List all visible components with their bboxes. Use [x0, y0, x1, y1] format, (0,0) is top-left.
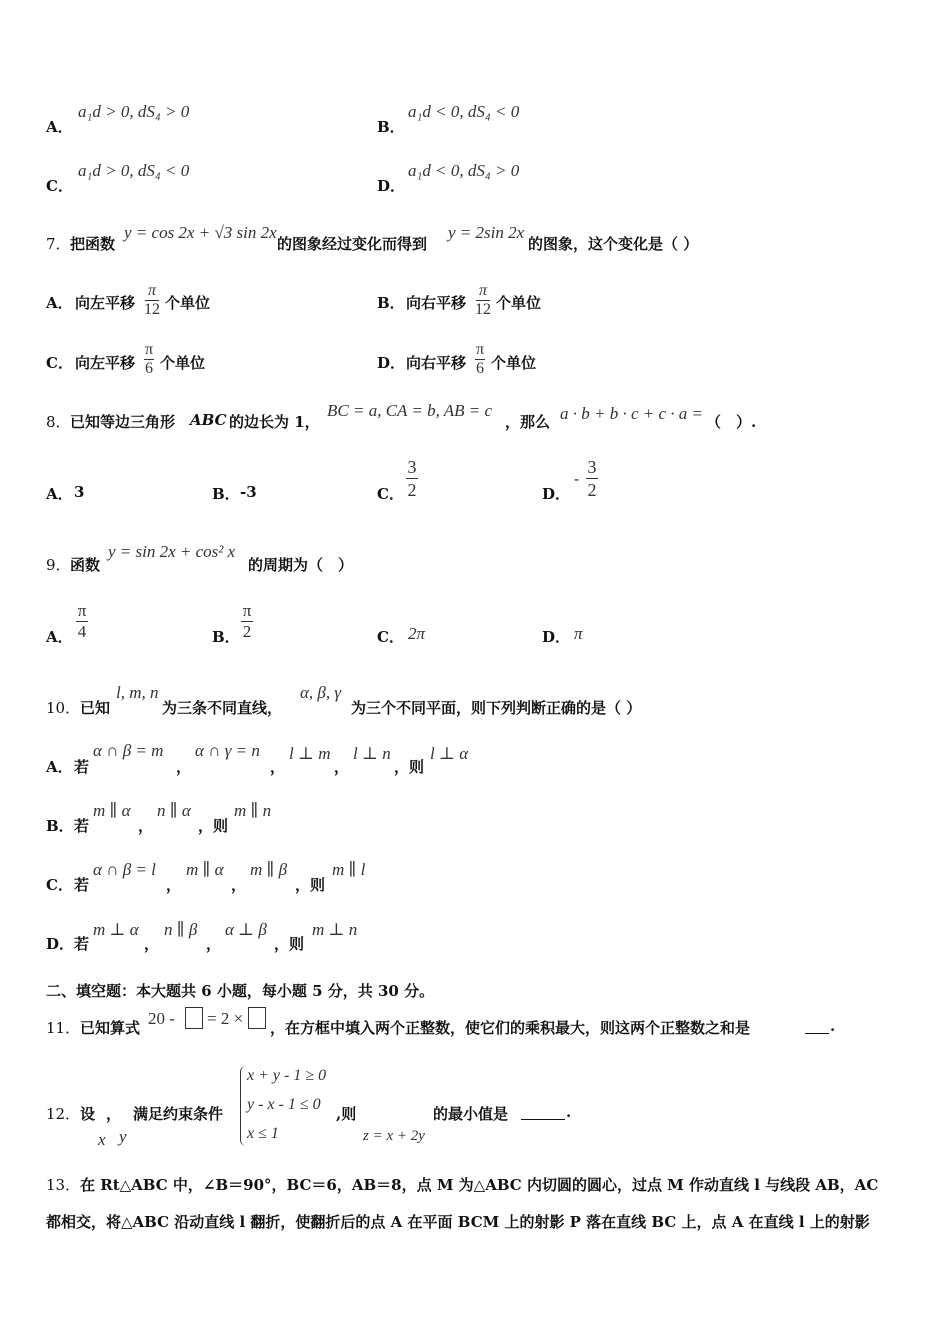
- q7-expr2: y = 2sin 2x: [448, 223, 525, 242]
- q9-option-a-num: π: [77, 601, 87, 620]
- q10-option-d-c1: m ⊥ α: [93, 920, 139, 939]
- q9-option-a-den: 4: [77, 622, 87, 641]
- q7-option-c-pre: 向左平移: [75, 354, 136, 372]
- q7-option-d-den: 6: [476, 360, 484, 377]
- q7-option-a-pre: 向左平移: [75, 294, 136, 312]
- q8-expr1: BC = a, CA = b, AB = c: [327, 401, 493, 420]
- q9-number: 9．: [46, 556, 71, 574]
- q8-option-b-value: -3: [240, 483, 257, 501]
- q7-option-c-fraction: [144, 342, 154, 377]
- q8-option-b-label: B．: [212, 485, 240, 503]
- q10-option-b-then: ，则: [198, 817, 229, 835]
- q7-text2: 的图象经过变化而得到: [277, 235, 428, 253]
- q10-text1: 已知: [80, 699, 111, 717]
- q10-option-b-label: B．: [46, 817, 74, 835]
- q12-constraints: [247, 1061, 326, 1148]
- q9-option-a-fraction: [76, 602, 88, 641]
- q10-option-d-label: D．: [46, 935, 75, 953]
- q10-option-c-sep2: ，: [231, 876, 247, 894]
- q9-option-b-num: π: [242, 601, 252, 620]
- q10-option-a-sep1: ，: [176, 758, 192, 776]
- q7-option-b-den: 12: [475, 301, 491, 318]
- q8-text3: ，那么: [505, 413, 551, 431]
- q10-option-c-c1: α ∩ β = l: [93, 860, 156, 879]
- q10-option-a-then: ，则: [394, 758, 425, 776]
- q10-text2: 为三条不同直线，: [162, 699, 283, 717]
- q8-expr2: a · b + b · c + c · a =: [560, 404, 704, 423]
- q7-option-a-den: 12: [144, 301, 160, 318]
- q8-option-c-den: 2: [407, 480, 417, 500]
- q8-option-c-label: C．: [377, 485, 404, 503]
- q7-option-b-pre: 向右平移: [406, 294, 467, 312]
- q6-option-b-label: B．: [377, 118, 405, 136]
- q12-constraint-3: x ≤ 1: [247, 1125, 279, 1142]
- q9-expr: y = sin 2x + cos² x: [108, 542, 236, 561]
- q9-text1: 函数: [70, 556, 101, 574]
- q9-option-a-label: A．: [46, 628, 73, 646]
- q10-option-a-sep2: ，: [270, 758, 286, 776]
- q13-number: 13．: [46, 1176, 81, 1194]
- q10-option-a-c3: l ⊥ m: [289, 744, 331, 763]
- q7-expr1: y = cos 2x + √3 sin 2x: [124, 223, 277, 242]
- q10-option-d-sep1: ，: [144, 935, 160, 953]
- q11-answer-blank[interactable]: [805, 1033, 829, 1034]
- q10-option-a-c2: α ∩ γ = n: [195, 741, 260, 760]
- q10-option-d-c2: n ∥ β: [164, 920, 198, 939]
- q7-option-b-fraction: [475, 283, 491, 318]
- q10-option-d-c3: α ⊥ β: [225, 920, 267, 939]
- q8-option-c-fraction: [406, 457, 418, 500]
- q10-option-a-c1: α ∩ β = m: [93, 741, 164, 760]
- q12-answer-blank[interactable]: [521, 1119, 565, 1120]
- q10-option-b-c1: m ∥ α: [93, 801, 131, 820]
- q9-option-b-den: 2: [242, 622, 252, 641]
- q10-option-c-c2: m ∥ α: [186, 860, 224, 879]
- q12-text3: ,则: [336, 1105, 357, 1123]
- q12-comma: ，: [106, 1105, 122, 1123]
- q7-text3: 的图象，这个变化是（ ）: [528, 235, 699, 253]
- q12-text4: 的最小值是: [433, 1105, 509, 1123]
- q7-option-d-fraction: [475, 342, 485, 377]
- q10-option-d-then: ，则: [274, 935, 305, 953]
- q8-option-d-sign: -: [574, 470, 580, 488]
- q13-line2: 都相交，将△ABC 沿动直线 l 翻折，使翻折后的点 A 在平面 BCM 上的射影 P 落在直线 BC 上，点 A 在直线 l 上的射影: [46, 1213, 870, 1231]
- q10-option-a-pre: 若: [74, 758, 90, 776]
- q7-option-a-label: A．: [46, 294, 73, 312]
- q10-option-b-pre: 若: [74, 817, 90, 835]
- q8-abc: ABC: [190, 411, 227, 429]
- q11-text3: .: [830, 1017, 836, 1035]
- q8-text2: 的边长为 1，: [229, 413, 320, 431]
- q9-text2: 的周期为（ ）: [248, 556, 354, 574]
- q7-option-d-post: 个单位: [491, 354, 537, 372]
- section-two-heading: 二、填空题：本大题共 6 小题，每小题 5 分，共 30 分。: [46, 982, 435, 1000]
- q10-option-d-sep2: ，: [206, 935, 222, 953]
- q9-option-b-fraction: [241, 602, 253, 641]
- q12-text5: .: [566, 1103, 572, 1121]
- q10-option-b-res: m ∥ n: [234, 801, 272, 820]
- q11-box-2: [248, 1007, 266, 1029]
- q7-option-b-post: 个单位: [496, 294, 542, 312]
- q7-option-c-den: 6: [145, 360, 153, 377]
- q11-expr-a: 20 -: [148, 1009, 175, 1028]
- q7-option-c-label: C．: [46, 354, 73, 372]
- q12-brace: [240, 1066, 247, 1146]
- q10-number: 10．: [46, 699, 81, 717]
- q8-text1: 已知等边三角形: [70, 413, 176, 431]
- q8-number: 8．: [46, 413, 71, 431]
- q7-text1: 把函数: [70, 235, 116, 253]
- q6-option-c-expr: a₁d > 0, dS₄ < 0: [78, 161, 190, 180]
- q8-option-d-fraction: [586, 457, 598, 500]
- q10-option-c-c3: m ∥ β: [250, 860, 288, 879]
- q12-text1: 设: [80, 1105, 96, 1123]
- q9-option-d-value: π: [574, 624, 583, 643]
- q8-option-d-label: D．: [542, 485, 571, 503]
- q12-constraint-1: x + y - 1 ≥ 0: [247, 1067, 327, 1084]
- q12-number: 12．: [46, 1105, 81, 1123]
- q6-option-d-expr: a₁d < 0, dS₄ > 0: [408, 161, 520, 180]
- q11-box-1: [185, 1007, 203, 1029]
- q7-number: 7．: [46, 235, 71, 253]
- q11-text1: 已知算式: [80, 1019, 141, 1037]
- q6-option-b-expr: a₁d < 0, dS₄ < 0: [408, 102, 520, 121]
- q9-option-c-label: C．: [377, 628, 404, 646]
- q8-text4: （ ）.: [706, 413, 757, 431]
- q10-planes: α, β, γ: [300, 683, 342, 702]
- q7-option-a-num: π: [147, 282, 156, 299]
- q9-option-b-label: B．: [212, 628, 240, 646]
- q11-text2: ，在方框中填入两个正整数，使它们的乘积最大，则这两个正整数之和是: [270, 1019, 751, 1037]
- q8-option-d-num: 3: [587, 457, 597, 477]
- q10-option-c-res: m ∥ l: [332, 860, 366, 879]
- q9-option-c-value: 2π: [408, 624, 426, 643]
- q10-option-a-sep3: ，: [334, 758, 350, 776]
- q7-option-d-label: D．: [377, 354, 406, 372]
- q8-option-c-num: 3: [407, 457, 417, 477]
- q12-text2: 满足约束条件: [133, 1105, 224, 1123]
- q7-option-c-num: π: [144, 341, 154, 358]
- q12-z-expr: z = x + 2y: [363, 1128, 425, 1144]
- q10-option-a-res: l ⊥ α: [430, 744, 469, 763]
- q10-option-a-c4: l ⊥ n: [353, 744, 391, 763]
- q8-option-a-label: A．: [46, 485, 73, 503]
- q10-option-c-pre: 若: [74, 876, 90, 894]
- q10-lines: l, m, n: [116, 683, 159, 702]
- q10-option-d-pre: 若: [74, 935, 90, 953]
- q12-constraint-2: y - x - 1 ≤ 0: [247, 1096, 321, 1113]
- q10-option-c-label: C．: [46, 876, 73, 894]
- q9-option-d-label: D．: [542, 628, 571, 646]
- q12-var-x: x: [98, 1130, 106, 1149]
- q6-option-d-label: D．: [377, 177, 406, 195]
- q7-option-d-num: π: [475, 341, 485, 358]
- q10-option-c-sep1: ，: [166, 876, 182, 894]
- q10-text3: 为三个不同平面，则下列判断正确的是（ ）: [351, 699, 642, 717]
- q10-option-a-label: A．: [46, 758, 73, 776]
- q11-number: 11．: [46, 1019, 81, 1037]
- q7-option-a-post: 个单位: [165, 294, 211, 312]
- q7-option-b-label: B．: [377, 294, 405, 312]
- q8-option-a-value: 3: [74, 483, 85, 501]
- q7-option-d-pre: 向右平移: [406, 354, 467, 372]
- q8-option-d-den: 2: [587, 480, 597, 500]
- q7-option-c-post: 个单位: [160, 354, 206, 372]
- q13-line1: 在 Rt△ABC 中，∠B＝90°，BC＝6，AB＝8，点 M 为△ABC 内切圆的圆心，过点 M 作动直线 l 与线段 AB，AC: [80, 1176, 879, 1194]
- q10-option-b-c2: n ∥ α: [157, 801, 191, 820]
- q7-option-a-fraction: [144, 283, 160, 318]
- q6-option-a-expr: a₁d > 0, dS₄ > 0: [78, 102, 190, 121]
- q11-expr-b: = 2 ×: [207, 1009, 244, 1028]
- q7-option-b-num: π: [478, 282, 487, 299]
- q10-option-d-res: m ⊥ n: [312, 920, 358, 939]
- q12-var-y: y: [119, 1127, 127, 1146]
- q6-option-c-label: C．: [46, 177, 73, 195]
- q6-option-a-label: A．: [46, 118, 73, 136]
- q10-option-c-then: ，则: [295, 876, 326, 894]
- q10-option-b-sep1: ，: [138, 817, 154, 835]
